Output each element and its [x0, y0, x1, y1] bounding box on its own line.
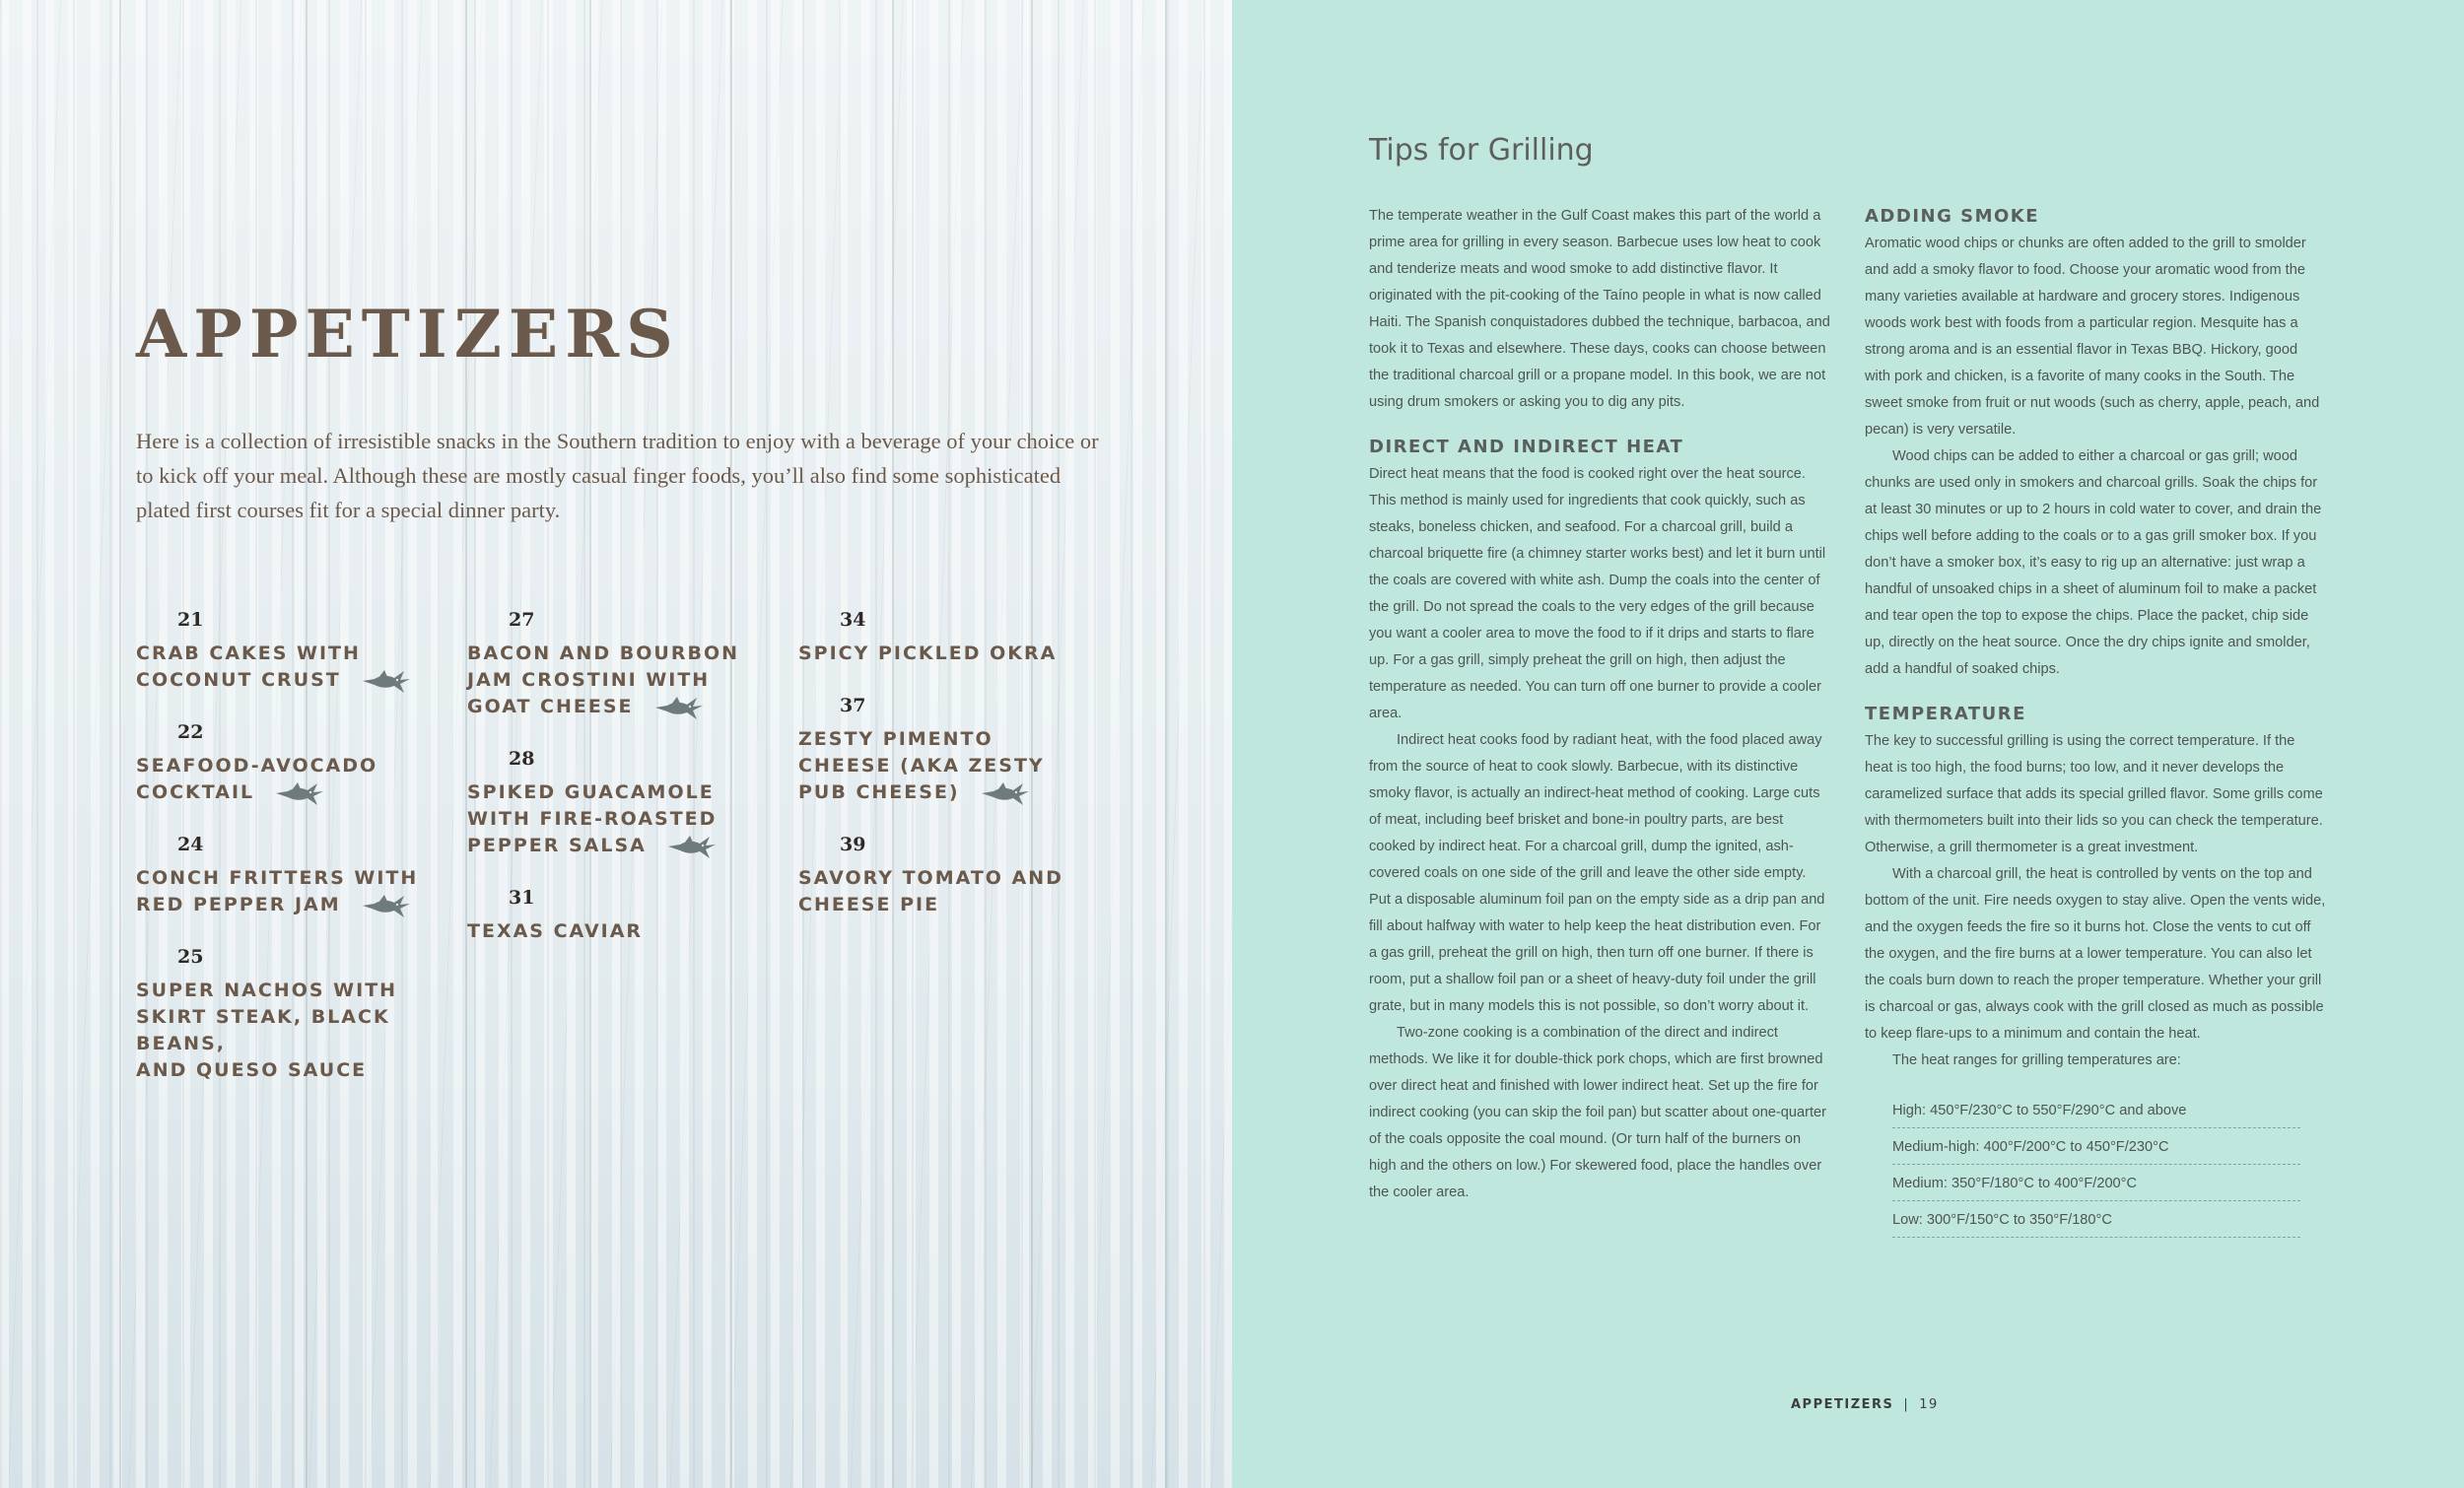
- recipe-title: ZESTY PIMENTO CHEESE (AKA ZESTY PUB CHEESE): [798, 728, 1045, 803]
- body-paragraph: Wood chips can be added to either a charcoal or gas grill; wood chunks are used only in smokers and charcoal grills. Soak the chips for at least 30 minutes or up to 2 hours in cold water to cover, and drain the chips well before adding to the coals or to a gas grill smoker box. If you don’t have a smoker box, it’s easy to rig up an alternative: just wrap a handful of unsoaked chips in a sheet of aluminum foil to make a packet and tear open the top to expose the chips. Place the packet, chip side up, directly on the heat source. Once the dry chips ignite and smolder, add a handful of soaked chips.: [1865, 448, 2322, 677]
- recipe-entry[interactable]: [136, 834, 432, 918]
- subheading-direct-indirect-heat: DIRECT AND INDIRECT HEAT: [1369, 437, 1684, 457]
- recipe-page-number: 27: [509, 609, 535, 631]
- body-paragraph: The key to successful grilling is using the correct temperature. If the heat is too high, the food burns; too low, and it never develops the caramelized surface that adds its special grilled flavor. Some grills come with thermometers built into their lids so you can check the temperature. Otherwise, a grill thermometer is a great investment.: [1865, 733, 2323, 855]
- recipe-page-number: 37: [840, 695, 866, 716]
- folio-separator: |: [1903, 1397, 1910, 1412]
- recipe-entry[interactable]: [136, 721, 432, 806]
- recipe-title: TEXAS CAVIAR: [467, 920, 644, 942]
- recipe-title: SEAFOOD-AVOCADO COCKTAIL: [136, 755, 378, 803]
- body-paragraph: The temperate weather in the Gulf Coast makes this part of the world a prime area for grilling in every season. Barbecue uses low heat to cook and tenderize meats and wood smoke to add distinctive flavor. It originated with the pit-cooking of the Taíno people in what is now called Haiti. The Spanish conquistadores dubbed the technique, barbacoa, and took it to Texas and elsewhere. These days, cooks can choose between the traditional charcoal grill or a propane model. In this book, we are not using drum smokers or asking you to dig any pits.: [1369, 208, 1830, 410]
- right-page: [1232, 0, 2464, 1488]
- recipe-title: SPICY PICKLED OKRA: [798, 643, 1058, 664]
- wood-grain: [1165, 0, 1167, 1488]
- marlin-icon: [274, 779, 325, 809]
- recipe-list-column-1: [136, 609, 432, 1112]
- folio-section: APPETIZERS: [1791, 1397, 1894, 1412]
- wood-grain: [119, 0, 121, 1488]
- body-paragraph: The heat ranges for grilling temperatures are:: [1892, 1052, 2181, 1068]
- marlin-icon: [361, 892, 412, 921]
- recipe-entry[interactable]: [467, 609, 763, 720]
- recipe-page-number: 21: [177, 609, 204, 631]
- page-folio: [1791, 1397, 1939, 1412]
- temperature-item: Medium: 350°F/180°C to 400°F/200°C: [1892, 1165, 2300, 1201]
- temperature-item: High: 450°F/230°C to 550°F/290°C and above: [1892, 1092, 2300, 1128]
- recipe-entry[interactable]: [136, 609, 432, 694]
- recipe-entry[interactable]: [798, 695, 1094, 806]
- recipe-title: CONCH FRITTERS WITH RED PEPPER JAM: [136, 867, 419, 915]
- recipe-entry[interactable]: [136, 946, 432, 1084]
- recipe-page-number: 28: [509, 748, 535, 770]
- section-intro: Here is a collection of irresistible snacks in the Southern tradition to enjoy with a beverage of your choice or to kick off your meal. Although these are mostly casual finger foods, you’ll also find some sophisticated plated first courses fit for a special dinner party.: [136, 429, 1099, 522]
- recipe-entry[interactable]: [798, 609, 1094, 667]
- page-number: 19: [1919, 1397, 1939, 1412]
- recipe-list-column-3: [798, 609, 1094, 946]
- marlin-icon: [666, 833, 718, 862]
- recipe-title: SPIKED GUACAMOLE WITH FIRE-ROASTED PEPPER SALSA: [467, 781, 718, 856]
- body-paragraph: Aromatic wood chips or chunks are often added to the grill to smolder and add a smoky flavor to food. Choose your aromatic wood from the many varieties available at hardware and grocery stores. Indigenous woods work best with foods from a particular region. Mesquite has a strong aroma and is an essential flavor in Texas BBQ. Hickory, good with pork and chicken, is a favorite of many cooks in the South. The sweet smoke from fruit or nut woods (such as cherry, apple, peach, and pecan) is very versatile.: [1865, 236, 2320, 438]
- body-paragraph: Two-zone cooking is a combination of the direct and indirect methods. We like it for double-thick pork chops, which are first browned over direct heat and finished with lower indirect heat. Set up the fire for indirect cooking (you can skip the foil pan) but scatter about one-quarter of the coals opposite the coal mound. (Or turn half of the burners on high and the others on low.) For skewered food, place the handles over the cooler area.: [1369, 1025, 1827, 1200]
- page-heading: Tips for Grilling: [1369, 133, 1594, 168]
- recipe-entry[interactable]: [467, 748, 763, 859]
- recipe-page-number: 22: [177, 721, 204, 743]
- section-title: APPETIZERS: [136, 296, 680, 372]
- body-paragraph: Direct heat means that the food is cooked right over the heat source. This method is mainly used for ingredients that cook quickly, such as steaks, boneless chicken, and seafood. For a charcoal grill, build a charcoal briquette fire (a chimney starter works best) and let it burn until the coals are covered with white ash. Dump the coals into the center of the grill. Do not spread the coals to the very edges of the grill because you want a cooler area to move the food to if it drips and starts to flare up. For a gas grill, simply preheat the grill on high, then adjust the temperature as needed. You can turn off one burner to provide a cooler area.: [1369, 466, 1826, 721]
- recipe-entry[interactable]: [798, 834, 1094, 918]
- recipe-title: CRAB CAKES WITH COCONUT CRUST: [136, 643, 361, 691]
- recipe-entry[interactable]: [467, 887, 763, 945]
- recipe-title: SUPER NACHOS WITH SKIRT STEAK, BLACK BEANS, AND QUESO SAUCE: [136, 980, 398, 1081]
- marlin-icon: [653, 694, 705, 723]
- recipe-page-number: 34: [840, 609, 866, 631]
- body-paragraph: With a charcoal grill, the heat is controlled by vents on the top and bottom of the unit. Fire needs oxygen to stay alive. Open the vents wide, and the oxygen feeds the fire so it burns hot. Close the vents to cut off the oxygen, and the fire burns at a lower temperature. You can also let the coals burn down to reach the proper temperature. Whether your grill is charcoal or gas, always cook with the grill closed as much as possible to keep flare-ups to a minimum and contain the heat.: [1865, 866, 2326, 1042]
- text-column-right: [1865, 203, 2326, 1238]
- temperature-item: Low: 300°F/150°C to 350°F/180°C: [1892, 1201, 2300, 1238]
- marlin-icon: [980, 779, 1031, 809]
- subheading-temperature: TEMPERATURE: [1865, 704, 2026, 724]
- recipe-title: BACON AND BOURBON JAM CROSTINI WITH GOAT CHEESE: [467, 643, 740, 717]
- subheading-adding-smoke: ADDING SMOKE: [1865, 206, 2040, 227]
- recipe-list-column-2: [467, 609, 763, 973]
- recipe-page-number: 39: [840, 834, 866, 855]
- body-paragraph: Indirect heat cooks food by radiant heat, with the food placed away from the source of heat to cook slowly. Barbecue, with its distinctive smoky flavor, is actually an indirect-heat method of cooking. Large cuts of meat, including beef brisket and bone-in poultry parts, are best cooked by indirect heat. For a charcoal grill, dump the ignited, ash-covered coals on one side of the grill and leave the other side empty. Put a disposable aluminum foil pan on the empty side as a drip pan and fill about halfway with water to help keep the heat distribution even. For a gas grill, preheat the grill on high, then turn off one burner. If there is room, put a shallow foil pan or a sheet of heavy-duty foil under the grill grate, but in many models this is not possible, so don’t worry about it.: [1369, 732, 1825, 1014]
- recipe-page-number: 24: [177, 834, 204, 855]
- temperature-list: [1892, 1092, 2300, 1238]
- recipe-title: SAVORY TOMATO AND CHEESE PIE: [798, 867, 1063, 915]
- recipe-page-number: 31: [509, 887, 535, 909]
- marlin-icon: [361, 667, 412, 697]
- recipe-page-number: 25: [177, 946, 204, 968]
- text-column-left: [1369, 203, 1830, 1206]
- temperature-item: Medium-high: 400°F/200°C to 450°F/230°C: [1892, 1128, 2300, 1165]
